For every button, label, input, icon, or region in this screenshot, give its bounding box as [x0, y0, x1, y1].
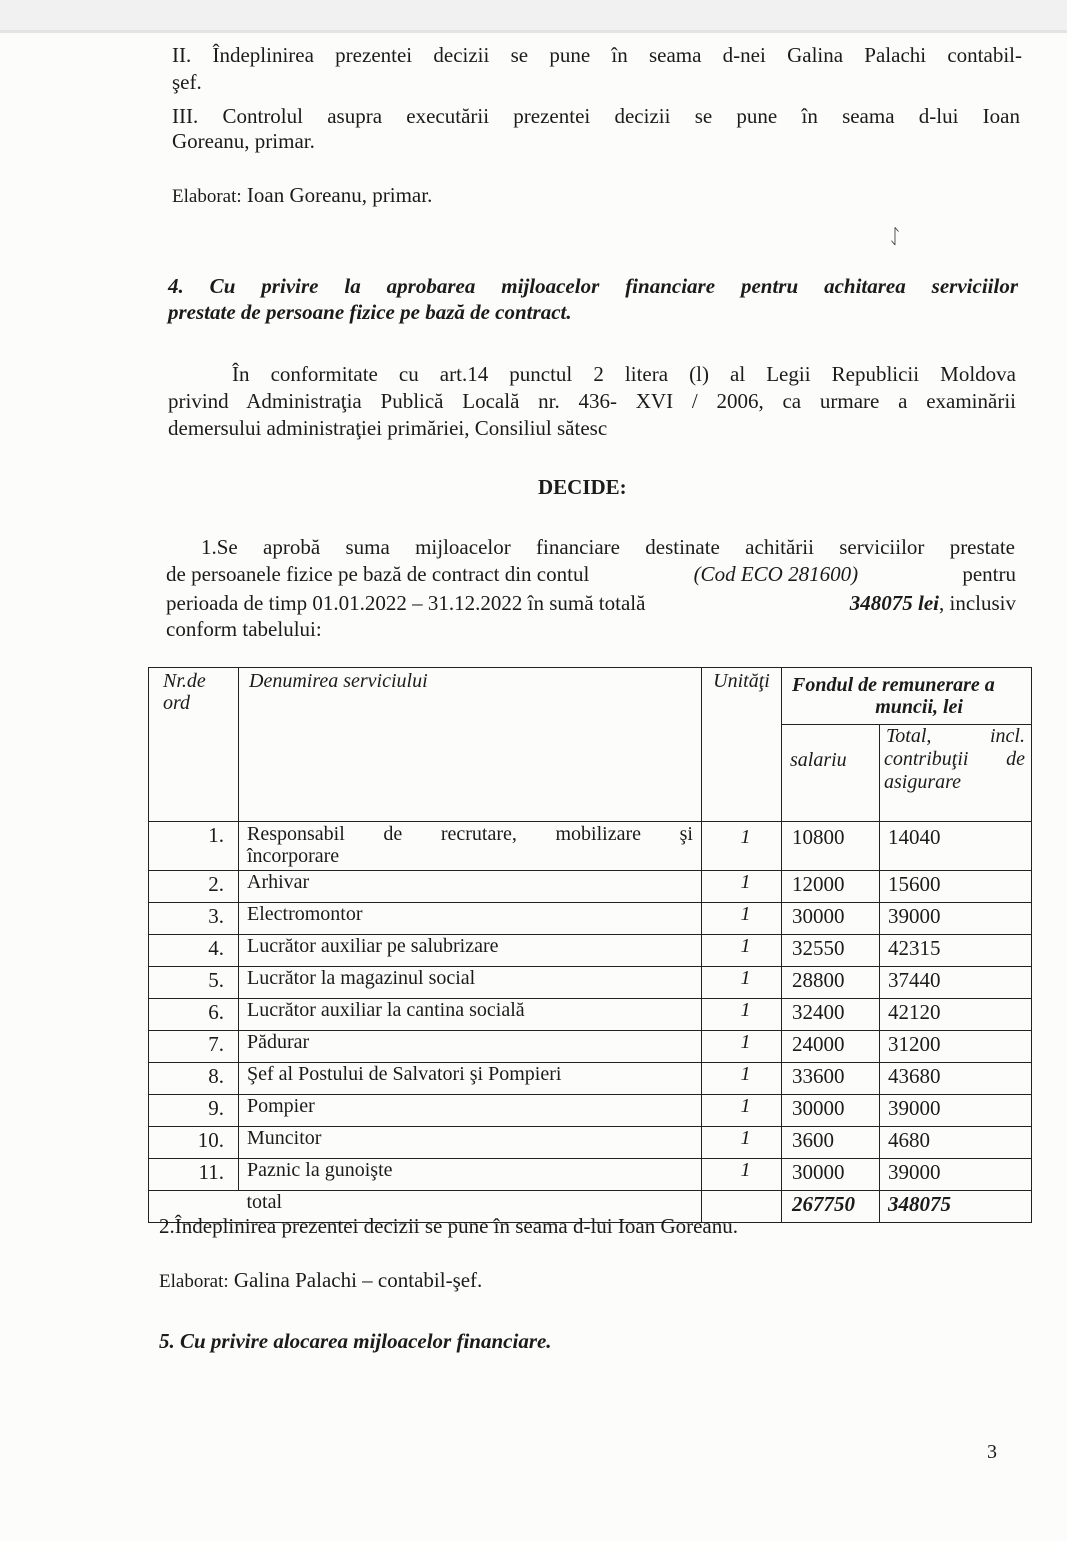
table-row [149, 967, 1032, 999]
row-units: 1 [702, 1031, 782, 1063]
row-name: Electromontor [239, 903, 702, 935]
section4-para-line1: În conformitate cu art.14 punctul 2 litera (l) al Legii Republicii Moldova [232, 362, 1016, 386]
row-nr: 7. [149, 1031, 239, 1063]
row1-word: Responsabil [247, 823, 345, 845]
row-salary: 33600 [782, 1063, 880, 1095]
row1-word: recrutare, [440, 823, 517, 845]
decide-heading: DECIDE: [538, 475, 627, 499]
row-total: 14040 [880, 822, 1032, 871]
table-row [149, 935, 1032, 967]
item3-line1: III. Controlul asupra executării prezentei decizii se pune în seama d-lui Ioan [172, 104, 1020, 128]
row-salary: 24000 [782, 1031, 880, 1063]
header-total-line2 [884, 748, 1025, 771]
top-bar [0, 0, 1067, 30]
item2-line1: II. Îndeplinirea prezentei decizii se pune în seama d-nei Galina Palachi contabil- [172, 43, 1022, 67]
p1-line3-text: perioada de timp 01.01.2022 – 31.12.2022 în sumă totală [166, 591, 646, 615]
header-total-line1 [884, 725, 1025, 748]
row-name: Pădurar [239, 1031, 702, 1063]
row-units: 1 [702, 1095, 782, 1127]
row-units: 1 [702, 999, 782, 1031]
table-row [149, 1127, 1032, 1159]
total-row-label: total [239, 1191, 702, 1223]
row-total: 15600 [880, 871, 1032, 903]
section4-title-line2: prestate de persoane fizice pe bază de contract. [168, 300, 572, 324]
header-total-d: de [1006, 748, 1025, 770]
row1-word: şi [679, 823, 693, 845]
row-units: 1 [702, 935, 782, 967]
row-total: 43680 [880, 1063, 1032, 1095]
item2-line2: şef. [172, 70, 202, 94]
row-nr: 10. [149, 1127, 239, 1159]
row1-name-line1 [247, 823, 701, 845]
row-units: 1 [702, 822, 782, 871]
row-salary: 30000 [782, 1159, 880, 1191]
item3-line2: Goreanu, primar. [172, 129, 315, 153]
p1-line2-text: de persoanele fizice pe bază de contract din contul [166, 562, 590, 586]
row-salary: 3600 [782, 1127, 880, 1159]
row-total: 39000 [880, 903, 1032, 935]
row1-word: de [383, 823, 403, 845]
header-total-b: incl. [990, 725, 1025, 747]
page-number: 3 [987, 1441, 997, 1463]
header-salariu: salariu [782, 725, 880, 822]
row1-word: mobilizare [555, 823, 642, 845]
section4-para-line3: demersului administraţiei primăriei, Consiliul sătesc [168, 416, 608, 440]
row-salary: 30000 [782, 1095, 880, 1127]
row1-name-line2: încorporare [247, 845, 340, 867]
header-total-c: contribuţii [884, 748, 969, 770]
row-total: 4680 [880, 1127, 1032, 1159]
row-total: 42120 [880, 999, 1032, 1031]
row-salary: 12000 [782, 871, 880, 903]
row-units: 1 [702, 1159, 782, 1191]
row-nr: 1. [149, 822, 239, 871]
table-row [149, 1159, 1032, 1191]
services-table [148, 667, 1032, 1223]
row-name: Lucrător auxiliar la cantina socială [239, 999, 702, 1031]
table-row [149, 1063, 1032, 1095]
row-units: 1 [702, 871, 782, 903]
row-name [239, 822, 702, 871]
table-row [149, 1031, 1032, 1063]
row-salary: 32550 [782, 935, 880, 967]
row-salary: 10800 [782, 822, 880, 871]
header-total-e: asigurare [884, 771, 962, 793]
row-name: Muncitor [239, 1127, 702, 1159]
section4-para-line2: privind Administraţia Publică Locală nr. 436- XVI / 2006, ca urmare a examinării [168, 389, 1016, 413]
p2-text: 2.Îndeplinirea prezentei decizii se pune în seama d-lui Ioan Goreanu. [159, 1214, 739, 1238]
row-total: 42315 [880, 935, 1032, 967]
row-name: Lucrător la magazinul social [239, 967, 702, 999]
header-fond-line2: muncii, lei [875, 696, 963, 718]
top-bar-edge [0, 30, 1067, 33]
header-unitati: Unităţi [702, 668, 782, 822]
row-nr: 6. [149, 999, 239, 1031]
row-name: Paznic la gunoişte [239, 1159, 702, 1191]
row-nr: 4. [149, 935, 239, 967]
row-units: 1 [702, 903, 782, 935]
row-nr: 5. [149, 967, 239, 999]
elaborat-1-label: Elaborat: [172, 186, 242, 207]
total-amount: 348075 lei [849, 591, 939, 615]
header-fond [782, 668, 1032, 725]
row-units: 1 [702, 1063, 782, 1095]
p1-line2 [166, 561, 1016, 587]
row-salary: 32400 [782, 999, 880, 1031]
header-total [880, 725, 1032, 822]
table-row [149, 871, 1032, 903]
p1-line2-end: pentru [962, 562, 1016, 586]
row-total: 39000 [880, 1095, 1032, 1127]
row-total: 39000 [880, 1159, 1032, 1191]
table-row [149, 822, 1032, 871]
table-header-row [149, 668, 1032, 725]
header-total-a: Total, [886, 725, 932, 747]
row-nr: 8. [149, 1063, 239, 1095]
header-denumirea: Denumirea serviciului [239, 668, 702, 822]
row-salary: 28800 [782, 967, 880, 999]
header-fond-line1 [792, 674, 1023, 696]
row-salary: 30000 [782, 903, 880, 935]
p1-line1: 1.Se aprobă suma mijloacelor financiare destinate achitării serviciilor prestate [201, 535, 1015, 559]
row-nr: 3. [149, 903, 239, 935]
row-nr: 2. [149, 871, 239, 903]
p1-line3 [166, 590, 1016, 616]
header-nr [149, 668, 239, 822]
cod-eco: (Cod ECO 281600) [693, 562, 859, 586]
total-row-total: 348075 [880, 1191, 1032, 1223]
p1-line4: conform tabelului: [166, 617, 322, 641]
elaborat-2 [159, 1267, 482, 1295]
row-name: Şef al Postului de Salvatori şi Pompieri [239, 1063, 702, 1095]
row-nr: 11. [149, 1159, 239, 1191]
row-name: Pompier [239, 1095, 702, 1127]
total-row-salary: 267750 [782, 1191, 880, 1223]
header-nr-line2: ord [163, 692, 191, 714]
row-nr: 9. [149, 1095, 239, 1127]
elaborat-1 [172, 182, 432, 210]
row-name: Arhivar [239, 871, 702, 903]
header-nr-line1: Nr.de [163, 670, 206, 692]
elaborat-1-value: Ioan Goreanu, primar. [246, 183, 433, 207]
table-row [149, 1095, 1032, 1127]
table-row [149, 999, 1032, 1031]
row-total: 31200 [880, 1031, 1032, 1063]
section4-title-line1: 4. Cu privire la aprobarea mijloacelor financiare pentru achitarea serviciilor [168, 274, 1018, 298]
table-row [149, 903, 1032, 935]
header-fond-text1: Fondul de remunerare a [792, 674, 995, 696]
row-units: 1 [702, 967, 782, 999]
stray-mark-icon: ᛇ [889, 226, 901, 248]
row-units: 1 [702, 1127, 782, 1159]
section5-title: 5. Cu privire alocarea mijloacelor financiare. [159, 1329, 552, 1353]
elaborat-2-value: Galina Palachi – contabil-şef. [233, 1268, 483, 1292]
row-name: Lucrător auxiliar pe salubrizare [239, 935, 702, 967]
elaborat-2-label: Elaborat: [159, 1271, 229, 1292]
row-total: 37440 [880, 967, 1032, 999]
p1-line3-end: , inclusiv [939, 591, 1016, 615]
